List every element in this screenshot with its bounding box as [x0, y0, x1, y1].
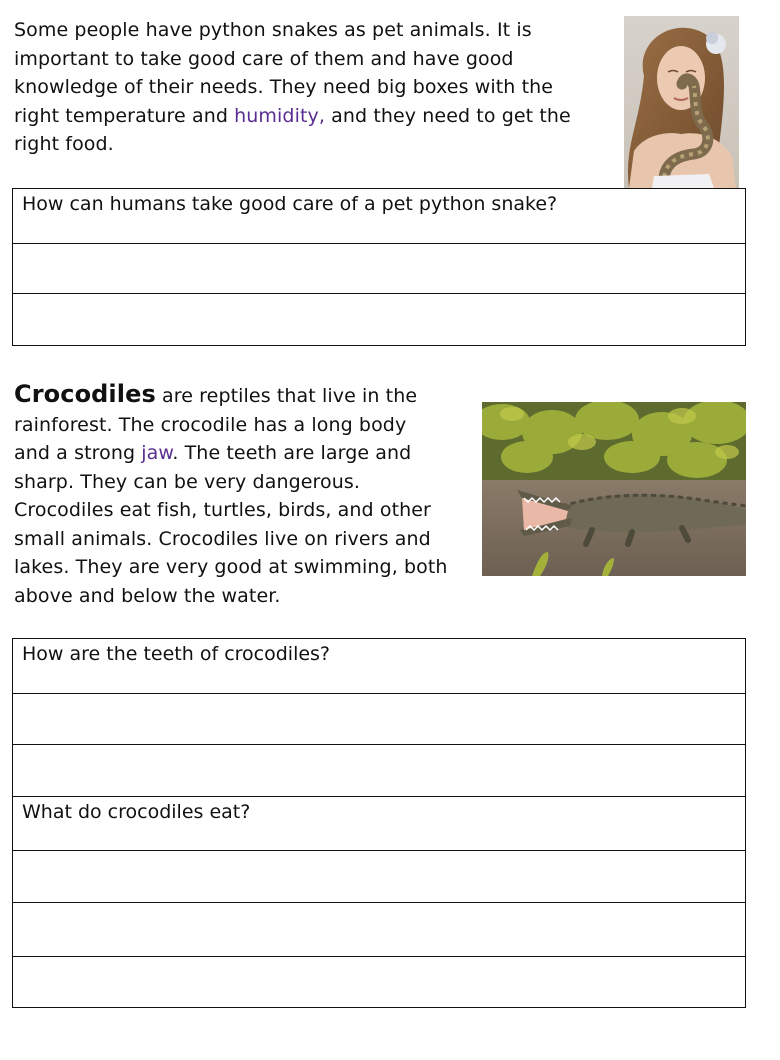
croc-line-5: Crocodiles eat fish, turtles, birds, and other [14, 499, 431, 521]
python-paragraph [14, 16, 614, 159]
python-answer-table [12, 188, 746, 346]
python-line-4 [14, 102, 614, 131]
python-line-4-pre: right temperature and [14, 104, 235, 127]
croc-line-1 [14, 380, 474, 411]
python-question: How can humans take good care of a pet python snake? [22, 193, 558, 215]
python-line-1: Some people have python snakes as pet animals. It is [14, 19, 532, 41]
keyword-humidity: humidity, [234, 104, 325, 127]
crocodile-answer-table [12, 638, 746, 1008]
teeth-question: How are the teeth of crocodiles? [22, 643, 331, 665]
answer-line[interactable] [13, 956, 745, 1006]
answer-line[interactable] [13, 293, 745, 344]
girl-with-python-photo [624, 16, 739, 188]
answer-line[interactable] [13, 850, 745, 902]
croc-line-7: lakes. They are very good at swimming, both [14, 556, 448, 578]
answer-line[interactable] [13, 902, 745, 956]
croc-line-3-post: . The teeth are large and [172, 442, 412, 464]
croc-line-3-pre: and a strong [14, 442, 142, 464]
croc-line-6: small animals. Crocodiles live on rivers and [14, 527, 431, 550]
croc-line-1-rest: are reptiles that live in the [155, 385, 418, 407]
keyword-jaw: jaw [141, 442, 173, 464]
python-line-4-post: and they need to get the [325, 104, 571, 127]
crocodile-paragraph [14, 380, 474, 610]
eat-question: What do crocodiles eat? [22, 801, 251, 823]
python-line-2: important to take good care of them and have good [14, 47, 514, 70]
python-line-5: right food. [14, 133, 114, 155]
crocodiles-heading: Crocodiles [14, 380, 156, 408]
croc-line-2: rainforest. The crocodile has a long body [14, 413, 407, 436]
answer-line[interactable] [13, 693, 745, 744]
python-question-row [13, 189, 745, 243]
python-line-3: knowledge of their needs. They need big boxes with the [14, 76, 554, 98]
croc-line-3 [14, 439, 474, 468]
croc-line-8: above and below the water. [14, 584, 281, 607]
answer-line[interactable] [13, 744, 745, 796]
teeth-question-row [13, 639, 745, 693]
croc-line-4: sharp. They can be very dangerous. [14, 470, 361, 493]
answer-line[interactable] [13, 243, 745, 293]
eat-question-row [13, 796, 745, 850]
crocodile-photo [482, 402, 746, 576]
